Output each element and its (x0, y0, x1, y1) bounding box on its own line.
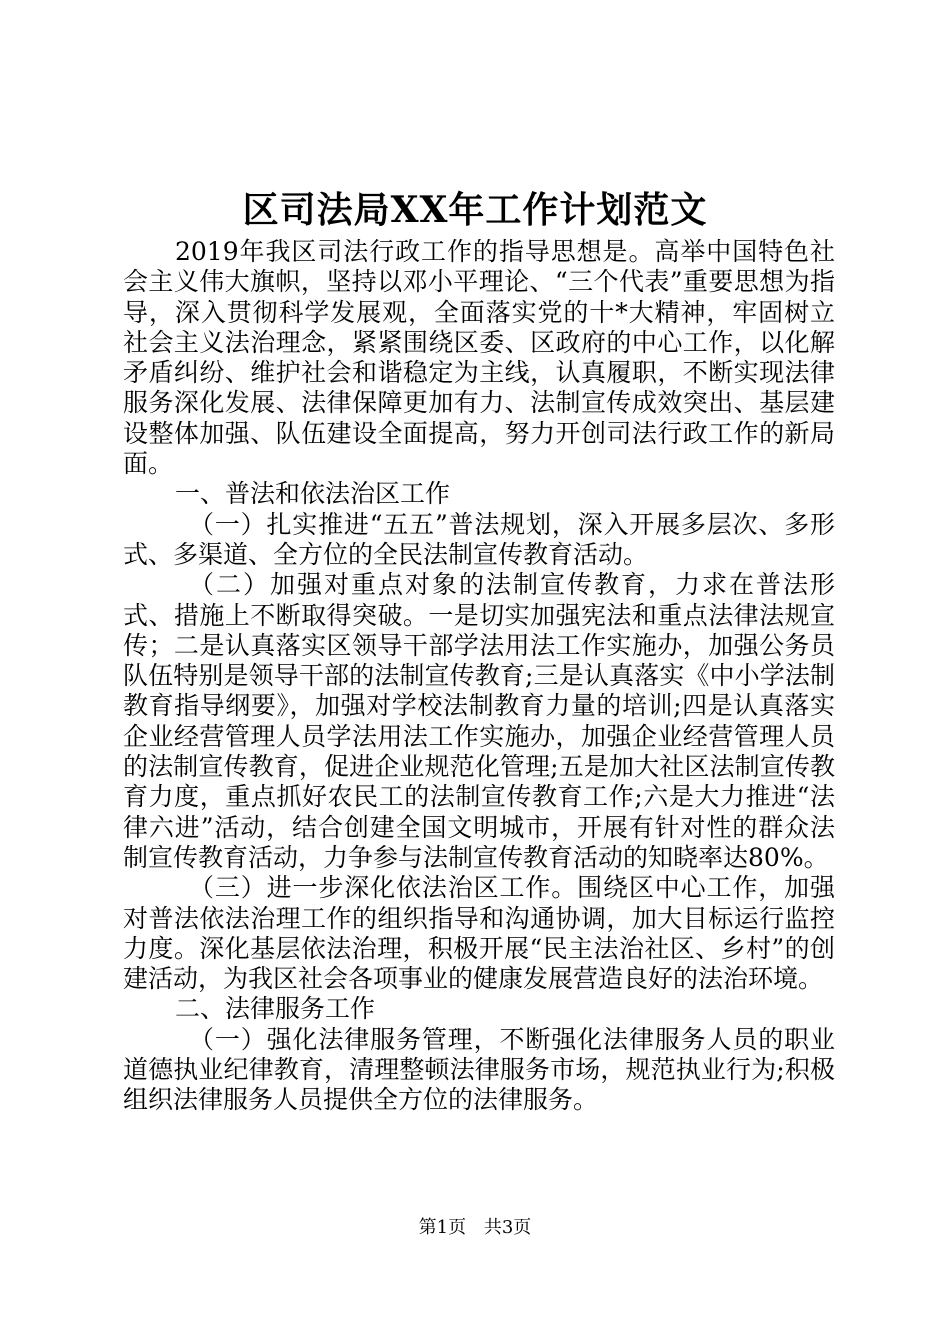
section-heading-legal-education: 一、普法和依法治区工作 (175, 479, 451, 509)
document-body (123, 237, 835, 1116)
page-total: 共3页 (483, 1217, 532, 1238)
document-title: 区司法局XX年工作计划范文 (242, 189, 708, 231)
paragraph-item-1-2: （二）加强对重点对象的法制宣传教育，力求在普法形式、措施上不断取得突破。一是切实加强宪法和重点法律法规宣传；二是认真落实区领导干部学法用法工作实施办，加强公务员队伍特别是领导干部的法制宣传教育;三是认真落实《中小学法制教育指导纲要》，加强对学校法制教育力量的培训;四是认真落实企业经营管理人员学法用法工作实施办，加强企业经营管理人员的法制宣传教育，促进企业规范化管理;五是加大社区法制宣传教育力度，重点抓好农民工的法制宣传教育工作;六是大力推进“法律六进”活动，结合创建全国文明城市，开展有针对性的群众法制宣传教育活动，力争参与法制宣传教育活动的知晓率达80%。 (123, 570, 835, 872)
page-footer (0, 1216, 950, 1240)
paragraph-item-1-1: （一）扎实推进“五五”普法规划，深入开展多层次、多形式、多渠道、全方位的全民法制宣传教育活动。 (123, 509, 835, 569)
paragraph-item-2-1: （一）强化法律服务管理，不断强化法律服务人员的职业道德执业纪律教育，清理整顿法律服务市场，规范执业行为;积极组织法律服务人员提供全方位的法律服务。 (123, 1024, 835, 1115)
section-heading-legal-services: 二、法律服务工作 (175, 994, 376, 1024)
paragraph-item-1-3: （三）进一步深化依法治区工作。围绕区中心工作，加强对普法依法治理工作的组织指导和沟通协调，加大目标运行监控力度。深化基层依法治理，积极开展“民主法治社区、乡村”的创建活动，为我区社会各项事业的健康发展营造良好的法治环境。 (123, 873, 835, 994)
paragraph-guiding-thought: 2019年我区司法行政工作的指导思想是。高举中国特色社会主义伟大旗帜，坚持以邓小平理论、“三个代表”重要思想为指导，深入贯彻科学发展观，全面落实党的十*大精神，牢固树立社会主义法治理念，紧紧围绕区委、区政府的中心工作，以化解矛盾纠纷、维护社会和谐稳定为主线，认真履职，不断实现法律服务深化发展、法律保障更加有力、法制宣传成效突出、基层建设整体加强、队伍建设全面提高，努力开创司法行政工作的新局面。 (123, 237, 835, 479)
page-number: 第1页 (418, 1217, 467, 1238)
